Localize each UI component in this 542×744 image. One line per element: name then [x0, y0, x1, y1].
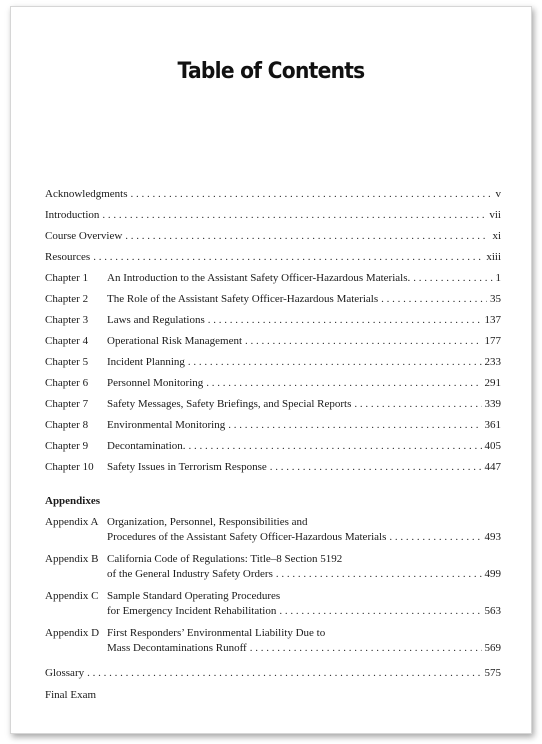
dot-leader — [381, 293, 487, 306]
toc-entry-chapter-3[interactable] — [45, 314, 501, 327]
entry-title-line1: California Code of Regulations: Title–8 Section 5192 — [107, 553, 343, 565]
toc-entry-appendix-b[interactable] — [45, 553, 501, 581]
page-number: 447 — [484, 461, 501, 473]
toc-entry-appendix-a[interactable] — [45, 516, 501, 544]
entry-title: Operational Risk Management — [107, 335, 243, 347]
appendix-label: Appendix D — [45, 627, 100, 639]
entry-title: Resources — [45, 251, 91, 263]
page-number: 569 — [484, 642, 501, 654]
entry-title-line1: Sample Standard Operating Procedures — [107, 590, 281, 602]
dot-leader — [125, 230, 489, 243]
entry-title: Safety Messages, Safety Briefings, and Special Reports — [107, 398, 352, 410]
entry-title: Incident Planning — [107, 356, 185, 368]
entry-title: Final Exam — [45, 689, 97, 701]
dot-leader — [208, 314, 482, 327]
appendix-label: Appendix A — [45, 516, 99, 528]
entry-title: Introduction — [45, 209, 100, 221]
toc-entry-chapter-6[interactable] — [45, 377, 501, 390]
entry-title-line2: of the General Industry Safety Orders — [107, 568, 273, 580]
page-number: 177 — [484, 335, 501, 347]
dot-leader — [228, 419, 481, 432]
page-number: vii — [489, 209, 501, 221]
dot-leader — [276, 568, 482, 581]
page-number: 499 — [484, 568, 501, 580]
chapter-label: Chapter 7 — [45, 398, 89, 410]
toc-entry-course-overview[interactable] — [45, 230, 501, 243]
page-number: 493 — [484, 531, 501, 543]
page-number: 405 — [484, 440, 501, 452]
toc-entry-chapter-10[interactable] — [45, 461, 501, 474]
entry-title: Decontamination. — [107, 440, 186, 452]
dot-leader — [389, 531, 481, 544]
entry-title-line1: First Responders’ Environmental Liability Due to — [107, 627, 326, 639]
toc-entry-chapter-1[interactable] — [45, 272, 501, 285]
page-number: 35 — [490, 293, 501, 305]
chapter-label: Chapter 8 — [45, 419, 89, 431]
entry-title-line1: Organization, Personnel, Responsibilities and — [107, 516, 308, 528]
chapter-label: Chapter 10 — [45, 461, 94, 473]
page-number: v — [495, 188, 501, 200]
dot-leader — [250, 642, 482, 655]
page-number: xi — [492, 230, 501, 242]
toc-entry-resources[interactable] — [45, 251, 501, 264]
page-number: 563 — [484, 605, 501, 617]
toc-entry-glossary[interactable] — [45, 667, 501, 680]
dot-leader — [93, 251, 483, 264]
appendix-label: Appendix C — [45, 590, 99, 602]
dot-leader — [188, 356, 482, 369]
dot-leader — [87, 667, 481, 680]
entry-title: Environmental Monitoring — [107, 419, 226, 431]
toc-entry-chapter-4[interactable] — [45, 335, 501, 348]
toc-entry-chapter-5[interactable] — [45, 356, 501, 369]
entry-title-line2: Mass Decontaminations Runoff — [107, 642, 247, 654]
chapter-label: Chapter 6 — [45, 377, 89, 389]
page-number: 1 — [495, 272, 501, 284]
page-number: 339 — [484, 398, 501, 410]
toc-entry-appendix-c[interactable] — [45, 590, 501, 618]
page-title: Table of Contents — [177, 59, 365, 84]
toc-entry-appendix-d[interactable] — [45, 627, 501, 655]
entry-title: Acknowledgments — [45, 188, 128, 200]
page-number: 137 — [484, 314, 501, 326]
document-page — [10, 6, 532, 734]
toc-entry-final-exam[interactable] — [45, 689, 501, 702]
entry-title: An Introduction to the Assistant Safety Officer-Hazardous Materials. — [107, 272, 411, 284]
dot-leader — [270, 461, 482, 474]
entry-title-line2: for Emergency Incident Rehabilitation — [107, 605, 277, 617]
dot-leader — [206, 377, 481, 390]
page-number: 361 — [484, 419, 501, 431]
chapter-label: Chapter 1 — [45, 272, 89, 284]
dot-leader — [130, 188, 492, 201]
dot-leader — [413, 272, 492, 285]
entry-title: The Role of the Assistant Safety Officer-Hazardous Materials — [107, 293, 379, 305]
page-number: 233 — [484, 356, 501, 368]
entry-title: Personnel Monitoring — [107, 377, 204, 389]
toc-entry-chapter-2[interactable] — [45, 293, 501, 306]
entry-title: Glossary — [45, 667, 85, 679]
dot-leader — [354, 398, 481, 411]
entry-title: Safety Issues in Terrorism Response — [107, 461, 267, 473]
chapter-label: Chapter 4 — [45, 335, 89, 347]
dot-leader — [189, 440, 482, 453]
page-number: 575 — [484, 667, 501, 679]
toc-entry-introduction[interactable] — [45, 209, 501, 222]
appendixes-heading: Appendixes — [45, 495, 101, 507]
toc-entry-chapter-8[interactable] — [45, 419, 501, 432]
toc-entry-acknowledgments[interactable] — [45, 188, 501, 201]
toc-entry-chapter-9[interactable] — [45, 440, 501, 453]
chapter-label: Chapter 5 — [45, 356, 89, 368]
chapter-label: Chapter 9 — [45, 440, 89, 452]
chapter-label: Chapter 3 — [45, 314, 89, 326]
page-number: 291 — [484, 377, 501, 389]
page-number: xiii — [486, 251, 501, 263]
entry-title: Laws and Regulations — [107, 314, 205, 326]
entry-title: Course Overview — [45, 230, 123, 242]
chapter-label: Chapter 2 — [45, 293, 89, 305]
toc-entry-chapter-7[interactable] — [45, 398, 501, 411]
dot-leader — [279, 605, 481, 618]
dot-leader — [102, 209, 486, 222]
appendix-label: Appendix B — [45, 553, 99, 565]
dot-leader — [245, 335, 481, 348]
entry-title-line2: Procedures of the Assistant Safety Officer-Hazardous Materials — [107, 531, 387, 543]
